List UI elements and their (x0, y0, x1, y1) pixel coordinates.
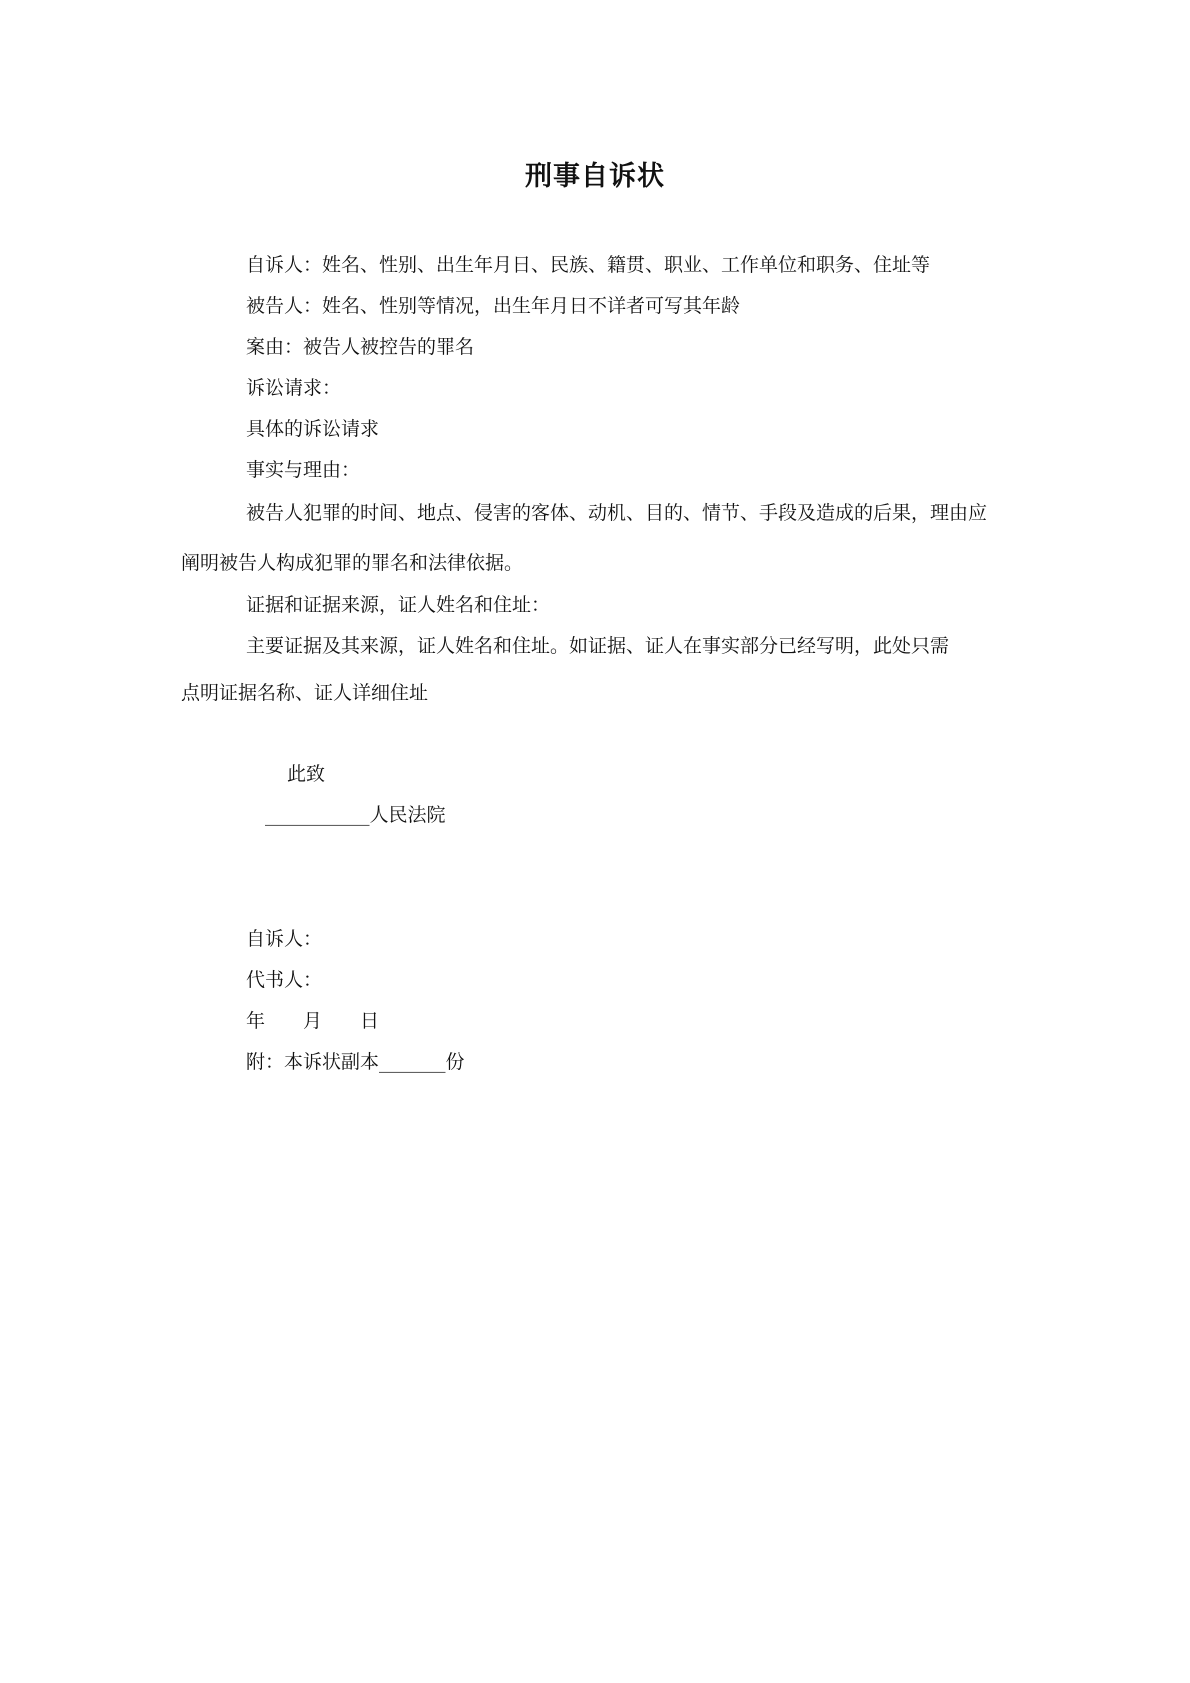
facts-body-line1: 被告人犯罪的时间、地点、侵害的客体、动机、目的、情节、手段及造成的后果，理由应 (246, 502, 988, 524)
evidence-heading: 证据和证据来源，证人姓名和住址： (246, 594, 551, 616)
plaintiff-line: 自诉人：姓名、性别、出生年月日、民族、籍贯、职业、工作单位和职务、住址等 (246, 254, 931, 276)
claims-body: 具体的诉讼请求 (246, 418, 380, 440)
claims-heading: 诉讼请求： (246, 377, 342, 399)
salutation: 此致 (287, 763, 326, 785)
facts-body-line2: 阐明被告人构成犯罪的罪名和法律依据。 (181, 552, 524, 574)
cause-line: 案由：被告人被控告的罪名 (246, 336, 475, 358)
date-line: 年 月 日 (246, 1010, 380, 1032)
signature-plaintiff: 自诉人： (246, 928, 323, 950)
evidence-body-line1: 主要证据及其来源，证人姓名和住址。如证据、证人在事实部分已经写明，此处只需 (246, 635, 950, 657)
court-line: ___________人民法院 (265, 804, 446, 826)
attachment-line: 附：本诉状副本_______份 (246, 1051, 465, 1073)
defendant-line: 被告人：姓名、性别等情况，出生年月日不详者可写其年龄 (246, 295, 741, 317)
facts-heading: 事实与理由： (246, 459, 361, 481)
evidence-body-line2: 点明证据名称、证人详细住址 (181, 682, 429, 704)
document-title: 刑事自诉状 (525, 161, 665, 192)
signature-writer: 代书人： (246, 969, 323, 991)
